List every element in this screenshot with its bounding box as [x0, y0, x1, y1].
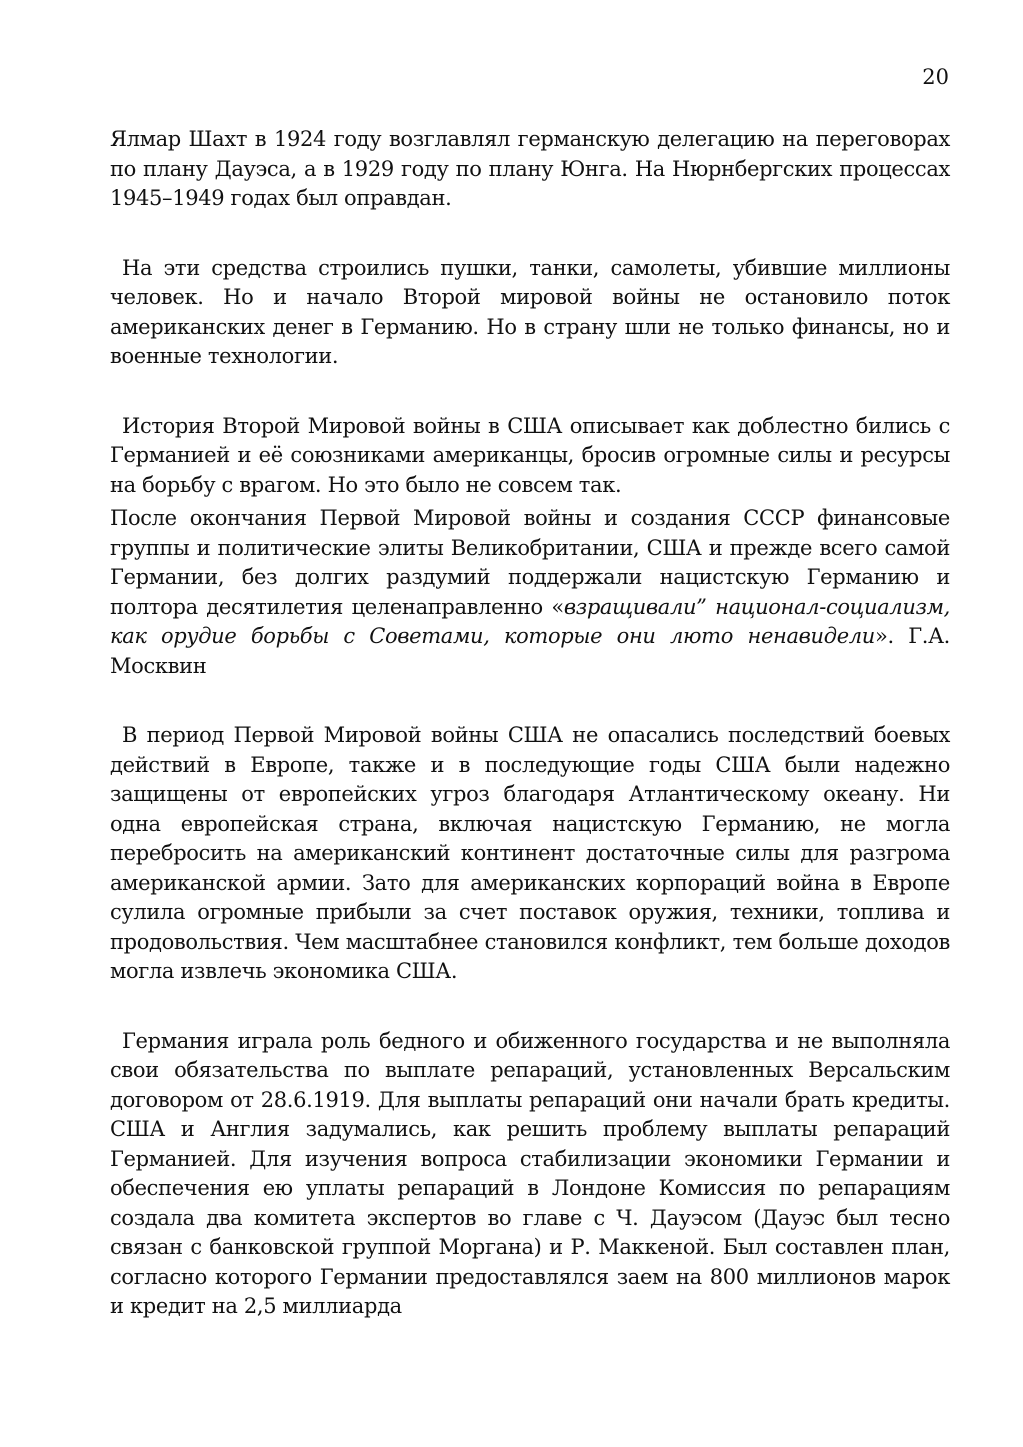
paragraph-ww2-history-usa: История Второй Мировой войны в США описывает как доблестно бились с Германией и её союзниками американцы, бросив огромные силы и ресурсы на борьбу с врагом. Но это было не совсем так.	[110, 413, 950, 497]
paragraph-weapons-funding: На эти средства строились пушки, танки, самолеты, убившие миллионы человек. Но и начало Второй мировой войны не остановило поток американских денег в Германию. Но в страну шли не только финансы, но и военные технологии.	[110, 255, 950, 368]
page-body	[110, 125, 950, 1322]
quote-attribution: ». Г.А. Москвин	[110, 624, 950, 678]
page-number: 20	[922, 65, 949, 89]
quote-text-italic: взращивали” национал-социализм, как орудие борьбы с Советами, которые они люто ненавидели	[110, 594, 950, 648]
paragraph-us-safety-profits: В период Первой Мировой войны США не опасались последствий боевых действий в Европе, также и в последующие годы США были надежно защищены от европейских угроз благодаря Атлантическому океану. Ни одна европейская страна, включая нацистскую Германию, не могла перебросить на американский континент достаточные силы для разгрома американской армии. Зато для американских корпораций война в Европе сулила огромные прибыли за счет поставок оружия, техники, топлива и продовольствия. Чем масштабнее становился конфликт, тем больше доходов могла извлечь экономика США.	[110, 723, 950, 983]
paragraph-moskvin-quote	[110, 504, 950, 681]
quote-text-lead: После окончания Первой Мировой войны и создания СССР финансовые группы и политические элиты Великобритании, США и прежде всего самой Германии, без долгих раздумий поддержали нацистскую Германию и полтора десятилетия целенаправленно «	[110, 506, 950, 619]
paragraph-dawes-plan: Германия играла роль бедного и обиженного государства и не выполняла свои обязательства по выплате репараций, установленных Версальским договором от 28.6.1919. Для выплаты репараций они начали брать кредиты. США и Англия задумались, как решить проблему выплаты репараций Германией. Для изучения вопроса стабилизации экономики Германии и обеспечения ею уплаты репараций в Лондоне Комиссия по репарациям создала два комитета экспертов во главе с Ч. Дауэсом (Дауэс был тесно связан с банковской группой Моргана) и Р. Маккеной. Был составлен план, согласно которого Германии предоставлялся заем на 800 миллионов марок и кредит на 2,5 миллиарда	[110, 1028, 950, 1318]
paragraph-schacht-note: Ялмар Шахт в 1924 году возглавлял германскую делегацию на переговорах по плану Дауэса, а в 1929 году по плану Юнга. На Нюрнбергских процессах 1945–1949 годах был оправдан.	[110, 127, 950, 210]
